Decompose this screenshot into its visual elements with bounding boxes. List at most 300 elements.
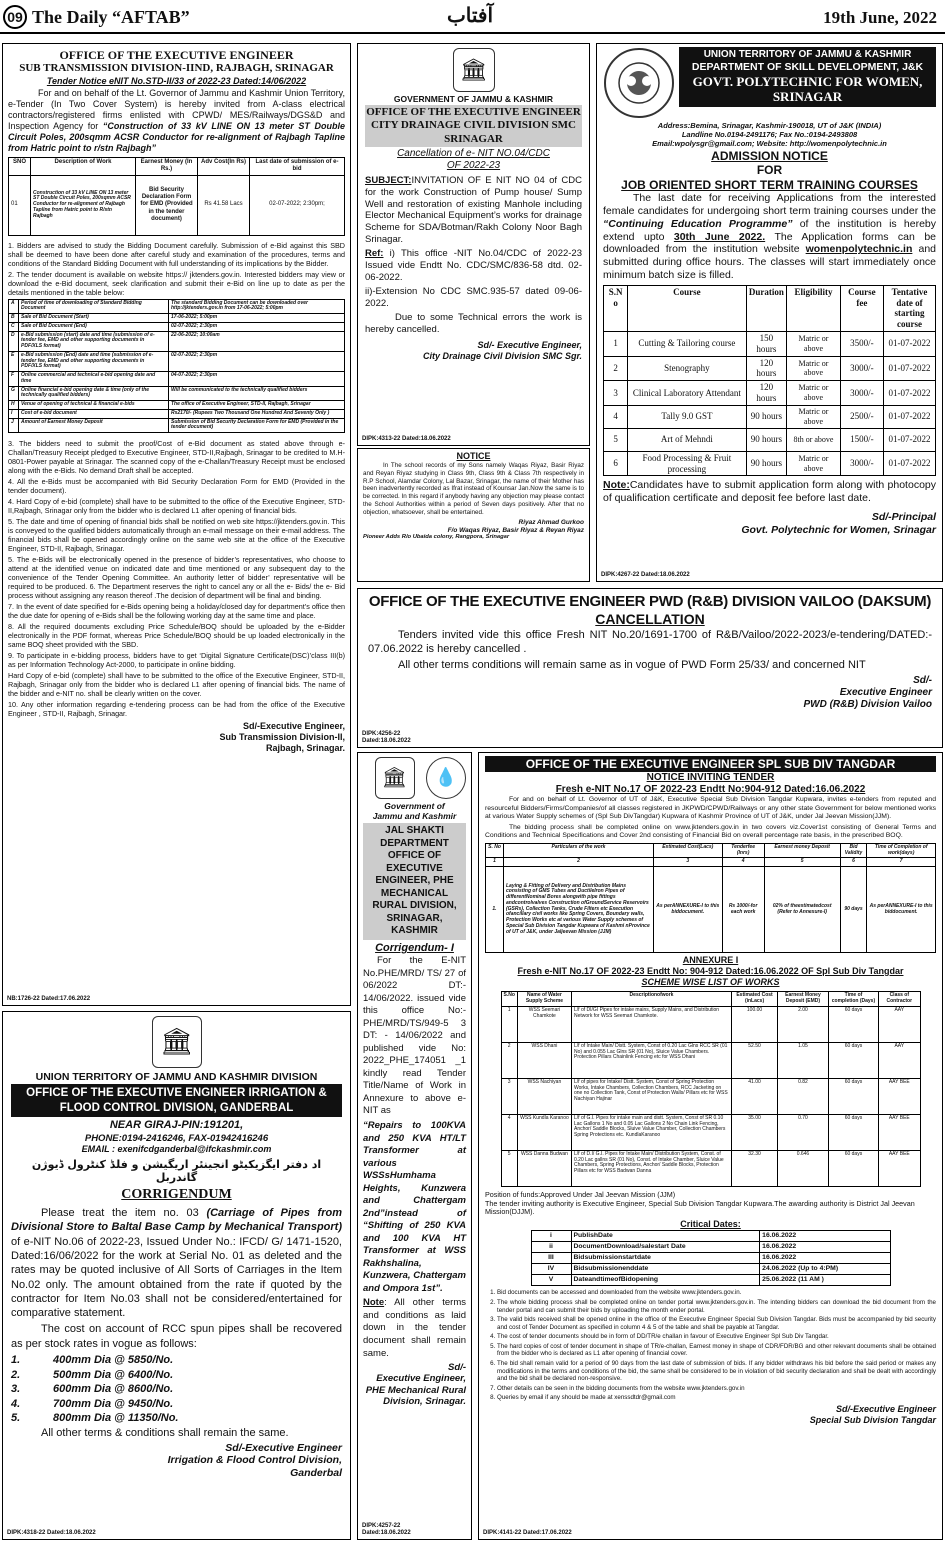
admission-for: FOR [756,163,783,178]
col-header: S.No [501,992,517,1007]
table-cell: V [531,1275,571,1286]
website-link[interactable]: womenpolytechnic.in [805,243,913,256]
admission-course-heading: JOB ORIENTED SHORT TERM TRAINING COURSES [621,177,918,192]
notice-irrigation-ganderbal [2,1011,351,1540]
signature-line: Executive Engineer [839,686,932,698]
note-label: Note [363,1297,385,1309]
signature-line: Riyaz Ahmad Gurkoo [518,518,584,526]
newspaper-logo: آفتاب [446,3,494,27]
table-row [604,331,936,356]
col-header: Name of Water Supply Scheme [517,992,571,1007]
ut-line: UNION TERRITORY OF JAMMU & KASHMIR [703,49,912,60]
table-cell: 01-07-2022 [884,405,936,428]
emblem-icon: 🏛 [375,757,415,799]
table-cell: Rs 1000/-for each work [722,867,764,953]
dipk-number: DIPK:4141-22 Dated:17.06.2022 [483,1529,572,1536]
table-cell: 120 hours [746,381,787,406]
table-row [9,331,345,351]
scheme-table [501,991,921,1187]
notice-title: OFFICE OF THE EXECUTIVE ENGINEER SPL SUB DIV TANGDAR [485,756,936,772]
table-cell: 120 hours [746,356,787,381]
col-header: Tentative date of starting course [884,285,936,331]
table-cell: e-Bid submission (End) date and time (submission of e-tender fee, EMD and other supporting documents in PDF/XLS format) [19,351,169,371]
para: 5. The e-Bids will be electronically opened in the presence of bidder’s representatives, who choose to attend at the identified venue on indicated date and time mentioned or any subsequent day to the convenience of the Tender Opening Committee. An authority letter of bidder’ representative will be required to be produced. 6. The Department reserves the right to cancel any or all the e- Bids/ the e- Bid process without assigning any reason thereof .The decision of department will be final and binding. [8,555,345,601]
table-cell: AAY [879,1042,920,1078]
table-cell: C [9,322,19,331]
col-header: Estimated Cost(Lacs) [654,843,723,858]
table-cell: ii [531,1241,571,1252]
table-cell: Stenography [628,356,746,381]
col-header: Class of Contractor [879,992,920,1007]
notice-subtitle: SRINAGAR [444,132,503,145]
notice-std-rajbagh [2,43,351,1006]
table-cell: As perANNEXURE-I to this biddocument. [867,867,936,953]
jjm-logo: 💧 [426,757,466,799]
table-cell: WSS Danna Budwan [517,1150,571,1186]
table-cell: 90 hours [746,451,787,476]
list-item: 3. The valid bids received shall be opened online in the office of the Executive Engineer Special Sub Division Tangdar. Bids must be accompanied by bid security and cost of Tender Document as specified in column 4 & 5 of the table and shall be payable at Tangdar. [497,1316,936,1331]
body-text: In The school records of my Sons namely Waqas Riyaz, Basir Riyaz and Reyan Riyaz studying in Class 9th, Class 9th & Class 7th respectively in R.P School, Alamdar Colony, Lal Bazar, Srinagar, the name of their Mother has been inadvertently recorded as Ifrat instead of Kounsar Jan.Now the same is to be corrected. In this regard if anybody having any objection may please contact the School Authorities within a period of Seven days positively. After that no objection, whatsoever, shall be entertained. [363,461,584,516]
table-cell: 02% of theestimatedcost (Refer to Annexure-I) [764,867,840,953]
table-cell: 32.30 [732,1150,778,1186]
table-cell: WSS Kundla Karanoo [517,1114,571,1150]
table-row [9,372,345,387]
signature-line: Special Sub Division Tangdar [809,1414,936,1425]
page-number: 09 [3,5,27,29]
col-header: S.N o [604,285,628,331]
signature-line: F/o Waqas Riyaz, Basir Riyaz & Reyan Riyaz [447,526,584,534]
table-cell: Matric or above [787,405,841,428]
notice-subtitle: CITY DRAINAGE CIVIL DIVISION SMC [371,119,576,132]
table-cell: i [531,1230,571,1241]
table-cell: 60 days [828,1006,878,1042]
list-item [11,1382,342,1397]
notice-title: OFFICE OF THE EXECUTIVE ENGINEER IRRIGATION & FLOOD CONTROL DIVISION, GANDERBAL [11,1084,342,1118]
body-text: Please treat the item no. 03 [41,1207,207,1220]
table-cell: DateandtimeofBidopening [571,1275,760,1286]
ref-text: ii)-Extension No CDC SMC.935-57 dated 09-06-2022. [365,285,582,309]
col-header: Eligibility [787,285,841,331]
table-cell: 5 [501,1150,517,1186]
table-cell: Online commercial and technical e-bid opening date and time [19,372,169,387]
table-cell: 01-07-2022 [884,451,936,476]
list-item: 4. The cost of tender documents should be in form of DD/TR/e challan in favour of Executive Engineer Spl Sub Div Tangdar. [497,1333,936,1341]
table-cell: Matric or above [787,331,841,356]
ut-line: UNION TERRITORY OF JAMMU AND KASHMIR DIVISION [35,1071,318,1083]
table-cell: D [9,331,19,351]
list-item [11,1397,342,1412]
col-header: Description of Work [31,158,136,175]
critical-dates-heading: Critical Dates: [680,1218,741,1229]
item-number: 4. [11,1397,21,1410]
table-cell: 60 days [828,1042,878,1078]
work-title: “Construction of 33 kV LINE ON 13 meter ST Double Circuit Poles, 200sqmm ACSR Conductor for re-alignment of Rajbagh Tapline from Hatric point to r/stn Rajbagh” [8,121,345,154]
dipk-number: DIPK:4257-22 Dated:18.06.2022 [362,1522,411,1536]
table-cell: Clinical Laboratory Attendant [628,381,746,406]
cancellation-year: OF 2022-23 [446,159,501,171]
phone-line: PHONE:0194-2416246, FAX-01942416246 [84,1132,269,1144]
urdu-line: اد دفتر ایگزیکیٹو انجینئر اریگیشن و فلڈ کنٹرول ڈیوژن گاندربل [31,1157,322,1185]
table-cell: 4 [604,405,628,428]
list-item [11,1353,342,1368]
table-cell: Online financial e-bid opening date & time (only of the technically qualified bidders) [19,386,169,401]
table-cell: L/f of G.I. Pipes for intake main and distt. System, Const of SR 0.10 Lac Gallons 1 No and 0.05 Lac Gallons 2 No Chain Link Fencing, Anchor/ Saddle Blocks, Sluive Value Chamber, Collection Chambers Spring Protections etc. KundlaKaranoo [572,1114,732,1150]
table-row [531,1264,890,1275]
table-cell: 3000/- [840,451,883,476]
table-cell: 1. [486,867,504,953]
signature-line: Executive Engineer, PHE Mechanical Rural Division, Srinagar. [365,1373,466,1408]
table-cell: L/f of pipes for Intake/ Distt. System, Const of Spring Protection Works, Intake Chambers, Collection Chambers, RCC Jacketing on one no Collection Tank, Const of Protection Walls/ Pillars etc for WSS Nachiyan Hajinar [572,1078,732,1114]
table-row [531,1241,890,1252]
table-cell: F [9,372,19,387]
body-text: and submitted during office hours. The classes will start immediately once minimum batch size is filled. [603,243,936,281]
last-date: 30th June 2022. [673,230,766,243]
annexure-title: SCHEME WISE LIST OF WORKS [641,976,780,987]
signature-line: Govt. Polytechnic for Women, Srinagar [741,523,936,536]
table-cell: DocumentDownload/salestart Date [571,1241,760,1252]
dept-line: DEPARTMENT OF SKILL DEVELOPMENT, J&K [691,61,924,73]
table-row [531,1275,890,1286]
table-cell: As perANNEXURE-I to this biddocument. [654,867,723,953]
email-line: Email:wpolysgr@gmail.com; Website: http://womenpolytechnic.in [652,139,887,148]
table-cell: 01-07-2022 [884,331,936,356]
signature-line: Sd/- Executive Engineer, [477,340,582,351]
table-cell: Bidsubmissionenddate [571,1264,760,1275]
nit-heading: NOTICE INVITING TENDER [646,772,775,784]
table-row [604,428,936,451]
table-cell: 2 [504,858,654,867]
item-number: 1. [11,1353,21,1366]
list-item [11,1368,342,1383]
notice-pwd-vailoo [357,588,943,748]
table-cell: 01-07-2022 [884,356,936,381]
col-header: Earnest money Deposit [764,843,840,858]
address-line: Pioneer Adds R/o Ubaida colony, Rangpora, Srinagar [363,534,510,541]
col-header: Course fee [840,285,883,331]
table-cell: L/f of DI/GI Pipes for intake mains, Supply Mains, and Distribution Network for WSS Seemari Chamkote. [572,1006,732,1042]
dipk-number: DIPK:4256-22 Dated:18.06.2022 [362,730,411,744]
table-cell: 2500/- [840,405,883,428]
table-cell: 5 [764,858,840,867]
table-cell: Construction of 33 kV LINE ON 13 meter ST Double Circuit Poles, 200sqmm ACSR Conductor for re-alignment of Rajbagh Tapline from Hatric point to R/stn Rajbagh [31,175,136,235]
govt-line: Jammu and Kashmir [372,811,457,822]
signature-line: Sd/-Executive Engineer, [242,721,345,732]
table-cell: 100.00 [732,1006,778,1042]
newspaper-title: The Daily “AFTAB” [32,7,190,27]
item-rate: 800mm Dia @ 11350/No. [53,1412,179,1425]
table-cell: 01-07-2022 [884,428,936,451]
col-header: SNO [9,158,31,175]
signature-line: Sd/- [448,1362,466,1374]
polytechnic-logo [603,47,675,119]
table-cell: H [9,401,19,410]
item-text: (Carriage of Pipes from Divisional Store to Baltal Base Camp by Mechanical Transport) [11,1207,342,1234]
table-row [9,386,345,401]
table-cell: 3000/- [840,356,883,381]
critical-dates-table [531,1230,891,1287]
emblem-icon: 🏛 [152,1016,202,1068]
list-item [11,1411,342,1426]
col-header: Bid Validity [840,843,867,858]
table-row [531,1252,890,1263]
table-row [9,409,345,418]
para: 2. The tender document is available on website https:// jktenders.gov.in. Interested bidders may view or download the e-Bid document, seek clarification and submit their e-Bid on line up to date as per the details mentioned in the table below: [8,269,345,297]
item-rate: 400mm Dia @ 5850/No. [53,1353,174,1366]
signature-line: PWD (R&B) Division Vailoo [803,698,932,710]
dipk-number: DIPK:4267-22 Dated:18.06.2022 [601,571,690,578]
table-cell: G [9,386,19,401]
table-row [531,1230,890,1241]
table-cell: 2.00 [778,1006,829,1042]
item-number: 5. [11,1412,21,1425]
table-row [604,405,936,428]
list-item: 5. The hard copies of cost of tender document in shape of TR/e-challan, Earnest money in shape of CDR/FDR/BG and other relevant documents shall be obtained from the bidder who is declared as L1 after opening of financial cover. [497,1343,936,1358]
table-cell: 01 [9,175,31,235]
table-cell: 01-07-2022 [884,381,936,406]
table-cell: 35.00 [732,1114,778,1150]
table-cell: 60 days [828,1114,878,1150]
table-row [501,1114,920,1150]
table-cell: 41.00 [732,1078,778,1114]
para: Hard Copy of e-bid (complete) shall have to be submitted to the office of the Executive Engineer, STD-II, Rajbagh, Srinagar only from the bidder who is declared L1 after opening of financial bids. The name of the bidder and e-NIT no. shall be clearly written on the cover. [8,671,345,699]
annexure-nit: Fresh e-NIT No.17 OF 2022-23 Endtt No: 904-912 Dated:16.06.2022 OF Spl Sub Div Tangdar [517,965,904,976]
table-cell: WSS Seemari Chamkote [517,1006,571,1042]
phone-line: Landline No.0194-2491176; Fax No.:0194-2493808 [681,130,858,139]
signature-line: Sd/- [913,674,932,686]
signature-line: Irrigation & Flood Control Division, [167,1454,342,1467]
para: 8. All the required documents excluding Price Schedule/BOQ should be uploaded by the e-Bidder electronically in the PDF format, whereas Price Schedule/BOQ should be up loaded electronically in the same BOQ sheet provided with the SBD. [8,622,345,650]
dipk-number: DIPK:4313-22 Dated:18.06.2022 [362,435,451,442]
authority-line: The tender inviting authority is Executive Engineer, Special Sub Division Tangdar Kupwara.The awarding authority is District Jal Jeevan Mission(DJJM). [485,1198,915,1217]
para: 4. All the e-Bids must be accompanied with Bid Security Declaration Form for EMD (Provided in the tender document). [8,477,345,496]
govt-line: Government of [384,801,445,811]
para: 7. In the event of date specified for e-Bids opening being a holiday/closed day for department’s office then the due date for opening of e-Bids shall be the following working day at the same time and place. [8,602,345,621]
col-header: Course [628,285,746,331]
emblem-icon: 🏛 [453,48,495,92]
work-title: “Repairs to 100KVA and 250 KVA HT/LT Transformer at various WSSsHumhama Heights, Kunzwera and Chattergam 2nd”instead of “Shifting of 250 KVA and 100 KVA HT Transformer at WSS Rakhshalina, Kunzwera, Chattergam and Ompora 1st”. [363,1119,466,1294]
table-cell: Food Processing & Fruit processing [628,451,746,476]
cancellation-title: Cancellation of e- NIT NO.04/CDC [397,147,550,159]
body-text: of the institution is hereby extend upto [603,217,936,243]
table-cell: Bidsubmissionstartdate [571,1252,760,1263]
table-cell: The standard Bidding Document can be downloaded over http://jktenders.gov.in from 17-06-2022; 5:00pm [169,299,345,314]
table-cell: 6 [604,451,628,476]
col-header: Earnest Money (In Rs.) [136,158,198,175]
rates-list [11,1353,342,1426]
table-cell: J [9,418,19,433]
item-rate: 700mm Dia @ 9450/No. [53,1397,174,1410]
table-row [604,451,936,476]
table-cell: 150 hours [746,331,787,356]
table-cell: Matric or above [787,451,841,476]
dipk-number: NB:1726-22 Dated:17.06.2022 [7,995,91,1002]
body-text: of e-NIT No.06 of 2022-23, Issued Under No.: IFCD/ G/ 1471-1520, Dated:16/06/2022 for the work at Serial No. 01 as deleted and the rates may be quoted inclusive of All Sorts of Carriages in the Item No.02 only. The amount obtained from the rate if quoted by the contractor for Item No.03 shall not be considered/entertained for comparative statement. [11,1235,342,1320]
table-cell: 1500/- [840,428,883,451]
col-header: Time of Completion of work(days) [867,843,936,858]
table-row [604,381,936,406]
table-cell: Laying & Fitting of Delivery and Distribution Mains consisting of GMS Tubes and DuctileIron Pipes of differentNominal Bores alongwith pipe fittings andcontrolvalves Construction ofGroundService Reservoirs (GSRs), Collection Tanks, Crude Filters etc Execution ofancillary civil works like Spring Covers, Boundary walls, Protection Works etc at various Water Supply schemes of Special Sub Division Tangdar Kupwara of Kashmi nProvince of UT of J&K, under Jaljeevan Mission (JJM) [504,867,654,953]
col-header: Adv Cost(In Rs) [198,158,250,175]
table-row [501,1042,920,1078]
table-cell: Matric or above [787,356,841,381]
corrigendum-heading: Corrigendum- I [375,941,454,954]
item-number: 3. [11,1383,21,1396]
annexure-heading: ANNEXURE I [682,955,739,966]
table-cell: 25.06.2022 (11 AM ) [760,1275,890,1286]
body-text: All other terms conditions will remain same as in vogue of PWD Form 25/33/ and concerned NIT [398,659,866,672]
signature-line: Sd/-Executive Engineer [225,1441,342,1454]
programme-name: “Continuing Education Programme” [603,217,793,230]
table-cell: Sale of Bid Document (End) [19,322,169,331]
intro-text: For and on behalf of the Lt. Governor of Jammu and Kashmir Union Territory, e-Tender (In Two Cover System) is hereby invited from A-class electrical contractors/registered firms enlisted with CPWD/ MES/Railways/DGS&D and Inspection Agency for [8,88,345,132]
table-row [9,314,345,323]
ref-label: Ref: [365,248,384,259]
table-cell: 3 [501,1078,517,1114]
list-item: 6. The bid shall remain valid for a period of 90 days from the last date of submission of bids. If any bidder withdraws his bid before the said period or makes any modifications in the terms and conditions of the bid, the same shall be considered to be in violation of bid security declaration and shall be dealt with accordingly and the bid shall be declared non-responsive. [497,1360,936,1383]
para: 5. The date and time of opening of financial bids shall be notified on web site https://jktenders.gov.in. This is conveyed to the qualified bidders automatically through an e-mail message on their e-mail address. The financial bids shall be opened accordingly online on the same web site at the office of the Executive Engineer, STD-II, Rajbagh, Srinagar. [8,517,345,554]
body-text: Tenders invited vide this office Fresh NIT No.20/1691-1700 of R&B/Vailoo/2022-2023/e-tendering/DATED:- 07.06.2022 is hereby cancelled . [368,628,932,656]
para: 9. To participate in e-bidding process, bidders have to get ‘Digital Signature Certificate(DSC)’class III(b) as per Information Technology Act-2000, to participate in online bidding. [8,651,345,670]
table-cell: 1 [604,331,628,356]
col-header: Duration [746,285,787,331]
work-table [8,157,345,235]
body-text: The last date for receiving Applications from the interested female candidates for undergoing short term training courses under the [603,192,936,217]
course-table [603,285,936,477]
table-cell: 0.70 [778,1114,829,1150]
address-line: NEAR GIRAJ-PIN:191201, [109,1119,244,1132]
corrigendum-heading: CORRIGENDUM [121,1187,232,1203]
schedule-table [8,299,345,434]
table-cell: Period of time of downloading of Standard Bidding Document [19,299,169,314]
table-row [9,351,345,371]
table-row [501,1150,920,1186]
subject-label: SUBJECT: [365,174,412,186]
table-cell: 22-06-2022; 10:00am [169,331,345,351]
issue-date: 19th June, 2022 [823,8,937,27]
table-cell: Amount of Earnest Money Deposit [19,418,169,433]
ref-text: i) This office -NIT No.04/CDC of 2022-23 Issued vide Endtt No. CDC/SMC/836-58 dtd. 02-06-2022. [365,248,582,283]
table-cell: 52.50 [732,1042,778,1078]
table-row [604,356,936,381]
table-cell: 2 [501,1042,517,1078]
table-cell: 4 [722,858,764,867]
table-cell: 1.05 [778,1042,829,1078]
table-cell: Bid Security Declaration Form for EMD (Provided in the tender document) [136,175,198,235]
para: 4. Hard Copy of e-bid (complete) shall have to be submitted to the office of the Executive Engineer, STD-II,Rajbagh, Srinagar only from the bidder who is declared L1 after opening of financial bids. [8,497,345,516]
table-cell: 5 [604,428,628,451]
table-cell: AAY BEE [879,1078,920,1114]
table-cell: Venue of opening of technical & financial e-bids [19,401,169,410]
col-header: S. No [486,843,504,858]
table-cell: Cost of e-bid document [19,409,169,418]
table-row [9,322,345,331]
institute-line: GOVT. POLYTECHNIC FOR WOMEN, [692,73,923,89]
table-cell: 0.646 [778,1150,829,1186]
table-cell: AAY BEE [879,1114,920,1150]
notice-subtitle: SUB TRANSMISSION DIVISION-IIND, RAJBAGH, SRINAGAR [19,62,334,75]
table-cell: 17-06-2022; 5:00pm [169,314,345,323]
table-cell: 90 hours [746,405,787,428]
table-cell: 4 [501,1114,517,1150]
table-row [9,418,345,433]
table-cell: e-Bid submission (start) date and time (submission of e-tender fee, EMD and other supporting documents in PDF/XLS format) [19,331,169,351]
nit-table [485,843,936,953]
table-cell: 1 [501,1006,517,1042]
table-cell: AAY [879,1006,920,1042]
col-header: Descriptionofwork [572,992,732,1007]
govt-line: GOVERNMENT OF JAMMU & KASHMIR [393,94,554,104]
body-text: For and on behalf of Lt. Governor of UT of J&K, Executive Special Sub Division Tangdar Kupwara, invites e-tenders from reputed and resourceful Bidders/Firms/Companies/of all classes registered in JKPWD/CPWD/Railways or any other state Government for below mentioned works at various Water Supply schemes of (Spl Sub DivTangdar) Kupwara of Kashmir Province of UT of J&K, under Jal Jeevan Mission(JJM). [485,796,936,821]
table-cell: 60 days [828,1078,878,1114]
table-cell: 8th or above [787,428,841,451]
notice-title: NOTICE [456,451,491,461]
list-item: 7. Other details can be seen in the bidding documents from the website www.jktenders.gov.in [497,1385,936,1393]
admission-heading: ADMISSION NOTICE [711,149,828,163]
notice-title: JAL SHAKTI DEPARTMENT OFFICE OF EXECUTIVE ENGINEER, PHE MECHANICAL RURAL DIVISION, SRINAGAR, KASHMIR [363,823,466,940]
terms-list [485,1289,936,1401]
table-cell: 60 days [828,1150,878,1186]
notice-title: OFFICE OF THE EXECUTIVE ENGINEER [59,48,294,62]
cancellation-heading: CANCELLATION [595,611,705,627]
col-header: Earnest Money Deposit (EMD) [778,992,829,1007]
para: 3. The bidders need to submit the proof/Cost of e-Bid document as stated above through e-Challan/Treasury Receipt pledged to Executive Engineer, STD-II,Rajbagh, Srinagar to be credited to M.H-0801-Power payable at Srinagar. The scanned copy of the e-Challan/Treasury Receipt must be enclosed along with the e-Bids. No demand Draft shall be accepted. [8,439,345,476]
table-cell: E [9,351,19,371]
table-cell: 1 [486,858,504,867]
table-row [9,299,345,314]
table-cell: Will be communicated to the technically qualified bidders [169,386,345,401]
signature-line: Ganderbal [290,1467,342,1480]
table-cell: 3000/- [840,381,883,406]
table-cell: 16.06.2022 [760,1241,890,1252]
table-cell: 3 [654,858,723,867]
table-cell: 16.06.2022 [760,1252,890,1263]
notice-polytechnic [596,43,943,582]
signature-line: City Drainage Civil Division SMC Sgr. [422,350,582,361]
table-cell: Submission of Bid Security Declaration Form for EMD (Provided in the tender document) [169,418,345,433]
signature-line: Sd/-Principal [871,510,936,523]
body-text: For the E-NIT No.PHE/MRD/ TS/ 27 of 06/2022 DT:- 14/06/2022. issued vide this office No:- PHE/MRD/TS/949-5 3 DT: - 14/06/2022 and published vide No: 2022_PHE_174051 _1 kindly read Tender Title/Name of Work in Annexure to above e-NIT as [363,955,466,1117]
body-text: The bidding process shall be completed online on www.jktenders.gov.in in two covers viz.Cover1st consisting of General Terms and Conditions and Technical Specifications and Cover 2nd consisting of Financial Bid on overall percentage rate basis, in the prescribed BOQ. [485,823,936,840]
table-cell: 7 [867,858,936,867]
notice-city-drainage [357,43,590,446]
table-cell: B [9,314,19,323]
notice-title: OFFICE OF THE EXECUTIVE ENGINEER [366,106,581,119]
col-header: Last date of submission of e-bid [250,158,345,175]
institute-city: SRINAGAR [772,89,843,105]
notice-jal-shakti [357,752,472,1540]
table-cell: Rs 41.58 Lacs [198,175,250,235]
para: 10. Any other information regarding e-tendering process can be had from the office of the Executive Engineer , STD-II, Rajbagh, Srinagar. [8,700,345,719]
col-header: Particulars of the work [504,843,654,858]
tender-notice-number: Tender Notice eNIT No.STD-II/33 of 2022-23 Dated:14/06/2022 [46,75,307,86]
dipk-number: DIPK:4318-22 Dated:18.06.2022 [7,1529,96,1536]
table-cell: Matric or above [787,381,841,406]
table-cell: 6 [840,858,867,867]
table-cell: 3500/- [840,331,883,356]
table-cell: PublishDate [571,1230,760,1241]
signature-line: Rajbagh, Srinagar. [265,742,345,753]
body-text: The Application forms can be downloaded from the institution website [603,230,936,256]
body-text: All other terms & conditions shall remain the same. [41,1426,289,1439]
table-cell: The office of Executive Engineer, STD-II, Rajbagh, Srinagar [169,401,345,410]
table-cell: 0.82 [778,1078,829,1114]
table-cell: Sale of Bid Document (Start) [19,314,169,323]
item-number: 2. [11,1368,21,1381]
signature-line: Sd/-Executive Engineer [835,1403,936,1414]
table-cell: WSS Dhani [517,1042,571,1078]
table-cell: A [9,299,19,314]
table-cell: Cutting & Tailoring course [628,331,746,356]
